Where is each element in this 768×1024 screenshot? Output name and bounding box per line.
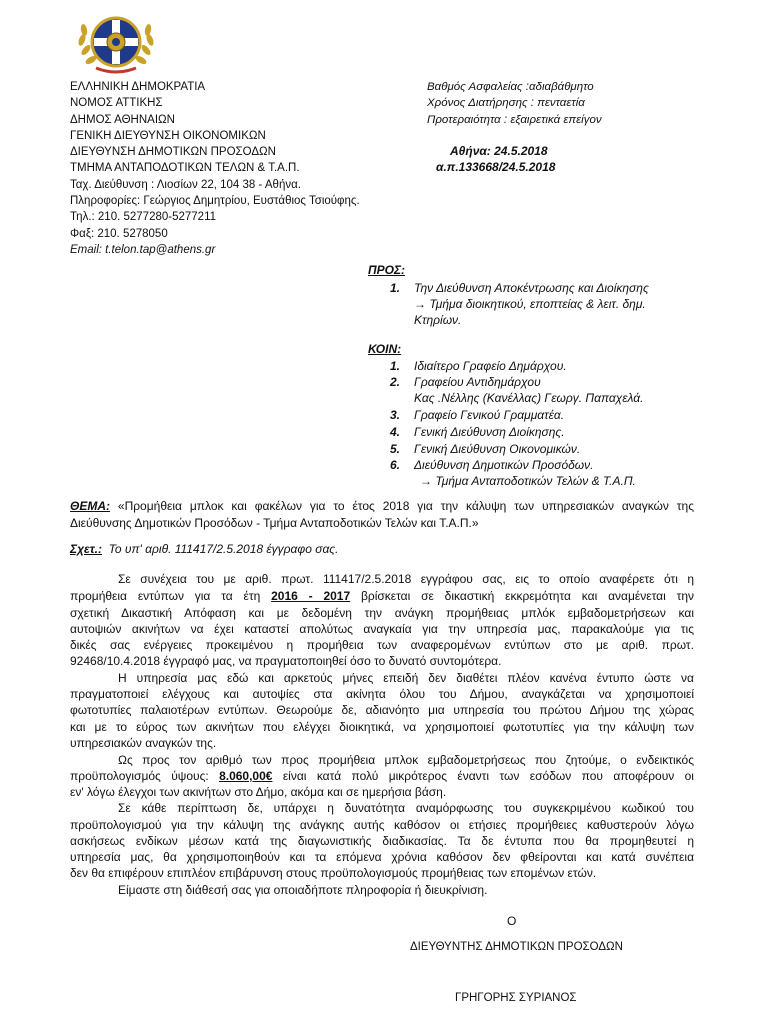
budget-amount: 8.060,00€ [219, 769, 273, 783]
body-line: προϋπολογισμού για την κάλυψη της ανάγκης αυτής καθόσον οι ετήσιες προμήθειες καθυστερούν λόγω [70, 818, 694, 832]
body-text: είναι κατά πολύ μικρότερος έναντι των εσόδων που αποφέρουν οι [272, 769, 694, 783]
subject-label: ΘΕΜΑ: [70, 499, 110, 513]
cc-line: Γραφείο Γενικού Γραμματέα. [414, 408, 565, 422]
recipient-line: Κτηρίων. [414, 313, 462, 327]
sender-line: ΓΕΝΙΚΗ ΔΙΕΥΘΥΝΣΗ ΟΙΚΟΝΟΜΙΚΩΝ [70, 129, 266, 142]
cc-line: → Τμήμα Ανταποδοτικών Τελών & Τ.Α.Π. [420, 474, 636, 488]
list-number: 2. [390, 375, 401, 389]
subject-line [70, 498, 694, 514]
list-number: 1. [390, 359, 401, 373]
body-line: αυτοψιών ακινήτων να έχει καταστεί απολύτως αναγκαία για την υπηρεσία μας, παρακαλούμε για τις [70, 622, 694, 636]
to-label: ΠΡΟΣ: [368, 263, 406, 277]
sender-email: Email: t.telon.tap@athens.gr [70, 243, 216, 256]
document-date: Αθήνα: 24.5.2018 [450, 144, 548, 158]
body-line: δικές σας ενέργειες προκειμένου η προμήθεια των αναφερομένων εντύπων στο με αριθ. πρωτ. [70, 638, 694, 652]
body-line: φωτοτυπίες παλαιοτέρων εντύπων. Θεωρούμε δε, αδιανόητο μια υπηρεσία του πρώτου Δήμου της χώρας [70, 703, 694, 717]
cc-line: Γραφείου Αντιδημάρχου [414, 375, 541, 389]
sender-line: ΕΛΛΗΝΙΚΗ ΔΗΜΟΚΡΑΤΙΑ [70, 81, 206, 93]
sender-line: Πληροφορίες: Γεώργιος Δημητρίου, Ευστάθιος Τσιούφης. [70, 195, 360, 208]
recipient-line: Την Διεύθυνση Αποκέντρωσης και Διοίκησης [414, 281, 649, 295]
retention-period: Χρόνος Διατήρησης : πενταετία [427, 97, 585, 110]
cc-line: Ιδιαίτερο Γραφείο Δημάρχου. [414, 359, 567, 373]
year-range: 2016 - 2017 [271, 589, 351, 603]
cc-line: Γενική Διεύθυνση Οικονομικών. [414, 442, 581, 456]
body-line: και με το εύρος των ακινήτων που ελέγχει διοικητικά, να χρησιμοποιεί φωτοτυπίες για την κάλυψη των [70, 720, 694, 734]
body-line: Η υπηρεσία μας εδώ και αρκετούς μήνες επειδή δεν διαθέτει πλέον κανένα έντυπο ώστε να [118, 671, 694, 685]
protocol-number: α.π.133668/24.5.2018 [436, 160, 556, 174]
document-meta [427, 79, 602, 128]
body-line: Ως προς τον αριθμό των προς προμήθεια μπλοκ εμβαδομετρήσεως που ζητούμε, ο ενδεικτικός [118, 753, 694, 767]
sender-line: ΔΗΜΟΣ ΑΘΗΝΑΙΩΝ [70, 113, 175, 126]
body-line [70, 768, 694, 784]
sender-block [70, 79, 360, 258]
cc-list [390, 358, 696, 488]
body-line: σχετική Δικαστική Απόφαση και με δεδομένη την ανάγκη προμήθειας μπλόκ εμβαδομετρήσεων και [70, 606, 694, 620]
sender-line: Ταχ. Διεύθυνση : Λιοσίων 22, 104 38 - Αθήνα. [70, 178, 301, 191]
list-number: 4. [390, 425, 401, 439]
priority: Προτεραιότητα : εξαιρετικά επείγον [427, 113, 602, 126]
sender-line: Τηλ.: 210. 5277280-5277211 [70, 211, 217, 224]
reference-label: Σχετ.: [70, 542, 102, 556]
body-line: δεν θα επιφέρουν επιπλέον επιβάρυνση στους προϋπολογισμούς προμήθειας των επομένων ετών. [70, 866, 597, 880]
sender-line: ΤΜΗΜΑ ΑΝΤΑΠΟΔΟΤΙΚΩΝ ΤΕΛΩΝ & Τ.Α.Π. [70, 162, 300, 175]
recipient-line: → Τμήμα διοικητικού, εποπτείας & λειτ. δημ. [414, 297, 646, 311]
body-line: υπηρεσία μας, θα χρησιμοποιηθούν και τα επόμενα χρόνια καθόσον δεν φθείρονται και κατά συνέπεια [70, 850, 694, 864]
body-line: Σε κάθε περίπτωση δε, υπάρχει η δυνατότητα αναμόρφωσης του συγκεκριμένου κωδικού του [118, 801, 694, 815]
body-line [70, 588, 694, 604]
subject-text: «Προμήθεια μπλοκ και φακέλων για το έτος 2018 για την κάλυψη των υπηρεσιακών αναγκών της [117, 499, 694, 513]
reference-line [70, 541, 338, 557]
body-line: 92468/10.4.2018 έγγραφό μας, να πραγματοποιηθεί όσο το δυνατό συντομότερα. [70, 654, 502, 668]
sender-line: ΔΙΕΥΘΥΝΣΗ ΔΗΜΟΤΙΚΩΝ ΠΡΟΣΟΔΩΝ [70, 146, 276, 159]
reference-text: Το υπ' αριθ. 111417/2.5.2018 έγγραφο σας. [108, 542, 339, 556]
body-line: Σε συνέχεια του με αριθ. πρωτ. 111417/2.5.2018 εγγράφου σας, εις το οποίο αναφέρετε ότι η [118, 572, 694, 586]
signature-name: ΓΡΗΓΟΡΗΣ ΣΥΡΙΑΝΟΣ [455, 992, 577, 1004]
cc-line: Διεύθυνση Δημοτικών Προσόδων. [414, 458, 594, 472]
signature-title: ΔΙΕΥΘΥΝΤΗΣ ΔΗΜΟΤΙΚΩΝ ΠΡΟΣΟΔΩΝ [410, 941, 623, 953]
sender-line: Φαξ: 210. 5278050 [70, 227, 168, 240]
cc-line: Κας .Νέλλης (Κανέλλας) Γεωργ. Παπαχελά. [414, 391, 644, 405]
sender-line: ΝΟΜΟΣ ΑΤΤΙΚΗΣ [70, 97, 163, 110]
security-level: Βαθμός Ασφαλείας :αδιαβάθμητο [427, 81, 594, 93]
list-number: 5. [390, 442, 401, 456]
body-text: προμήθεια εντύπων για τα έτη [70, 589, 272, 603]
subject-line-2: Διεύθυνσης Δημοτικών Προσόδων - Τμήμα Ανταποδοτικών Τελών και Τ.Α.Π.» [70, 516, 479, 530]
cc-line: Γενική Διεύθυνση Διοίκησης. [414, 425, 565, 439]
list-number: 6. [390, 458, 401, 472]
body-text: προϋπολογισμός ύψους: [70, 769, 220, 783]
body-line: υπηρεσιακών αναγκών της. [70, 736, 217, 750]
cc-label: ΚΟΙΝ: [368, 342, 402, 356]
body-line: ασκήσεως ενδίκων μέσων κατά της διαγωνιστικής διαδικασίας. Τα δε έντυπα που θα προμηθευτεί η [70, 834, 694, 848]
body-line: πραγματοποιεί ελέγχους και αυτοψίες στα ακίνητα όλου του Δήμου, αναγκάζεται να χρησιμοποιεί [70, 687, 694, 701]
to-list [390, 280, 696, 328]
list-number: 1. [390, 281, 401, 295]
municipality-seal-icon [72, 10, 160, 78]
list-number: 3. [390, 408, 401, 422]
body-text: βρίσκεται σε δικαστική εκκρεμότητα και αναμένεται την [350, 589, 694, 603]
body-line: εν' λόγω έλεγχοι των ακινήτων στο Δήμο, ακόμα και σε ημερήσια βάση. [70, 785, 447, 799]
body-line: Είμαστε στη διάθεσή σας για οποιαδήποτε πληροφορία ή διευκρίνιση. [118, 883, 488, 897]
signature-article: Ο [507, 914, 517, 928]
